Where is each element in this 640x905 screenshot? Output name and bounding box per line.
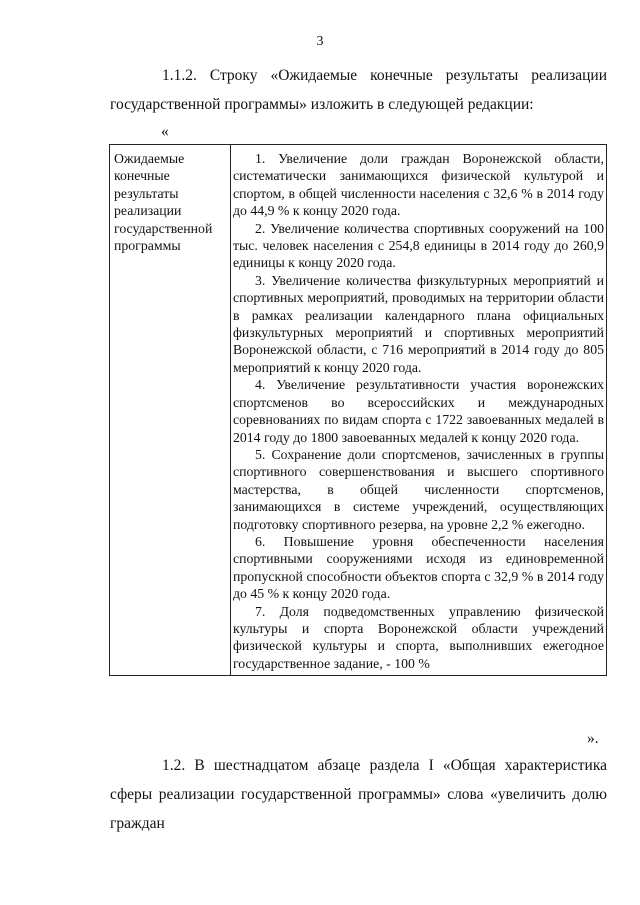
amendment-paragraph-2-text: 1.2. В шестнадцатом абзаце раздела I «Общая характеристика сферы реализации государственной программы» слова «увеличить долю граждан	[110, 757, 607, 832]
table-row	[110, 145, 607, 676]
row-name-cell: Ожидаемые конечные результаты реализации государственной программы	[110, 145, 231, 676]
amendment-paragraph-1-text: 1.1.2. Строку «Ожидаемые конечные результаты реализации государственной программы» изложить в следующей редакции:	[110, 67, 607, 113]
page-number: 3	[316, 34, 324, 49]
amendment-paragraph-2	[110, 751, 607, 838]
result-item-3: 3. Увеличение количества физкультурных мероприятий и спортивных мероприятий, проводимых на территории области в рамках реализации календарного плана официальных физкультурных мероприятий и спортивных мероприятий Воронежской области, с 716 мероприятий в 2014 году до 805 мероприятий к концу 2020 года.	[232, 272, 604, 375]
result-item-4: 4. Увеличение результативности участия воронежских спортсменов во всероссийских и международных соревнованиях по видам спорта с 1722 завоеванных медалей в 2014 году до 1800 завоеванных медалей к концу 2020 года.	[232, 377, 604, 445]
expected-results-table	[109, 144, 607, 676]
opening-quote-mark: «	[161, 123, 169, 140]
result-item-5: 5. Сохранение доли спортсменов, зачисленных в группы спортивного совершенствования и высшего спортивного мастерства, в общей численности спортсменов, занимающихся в системе учреждений, осуществляющих подготовку спортивного резерва, на уровне 2,2 % ежегодно.	[232, 446, 604, 532]
row-values-cell	[230, 145, 606, 676]
amendment-paragraph-1	[110, 61, 607, 119]
result-item-1: 1. Увеличение доли граждан Воронежской области, систематически занимающихся физической культурой и спортом, в общей численности населения с 32,6 % в 2014 году до 44,9 % к концу 2020 года.	[232, 151, 604, 219]
result-item-2: 2. Увеличение количества спортивных сооружений на 100 тыс. человек населения с 254,8 единицы в 2014 году до 260,9 единицы к концу 2020 года.	[232, 220, 604, 271]
closing-quote-mark: ».	[587, 730, 599, 747]
result-item-6: 6. Повышение уровня обеспеченности населения спортивными сооружениями исходя из единовременной пропускной способности объектов спорта с 32,9 % в 2014 году до 45 % к концу 2020 года.	[232, 533, 604, 602]
result-item-7: 7. Доля подведомственных управлению физической культуры и спорта Воронежской области учреждений физической культуры и спорта, выполнивших ежегодное государственное задание, - 100 %	[232, 603, 604, 671]
